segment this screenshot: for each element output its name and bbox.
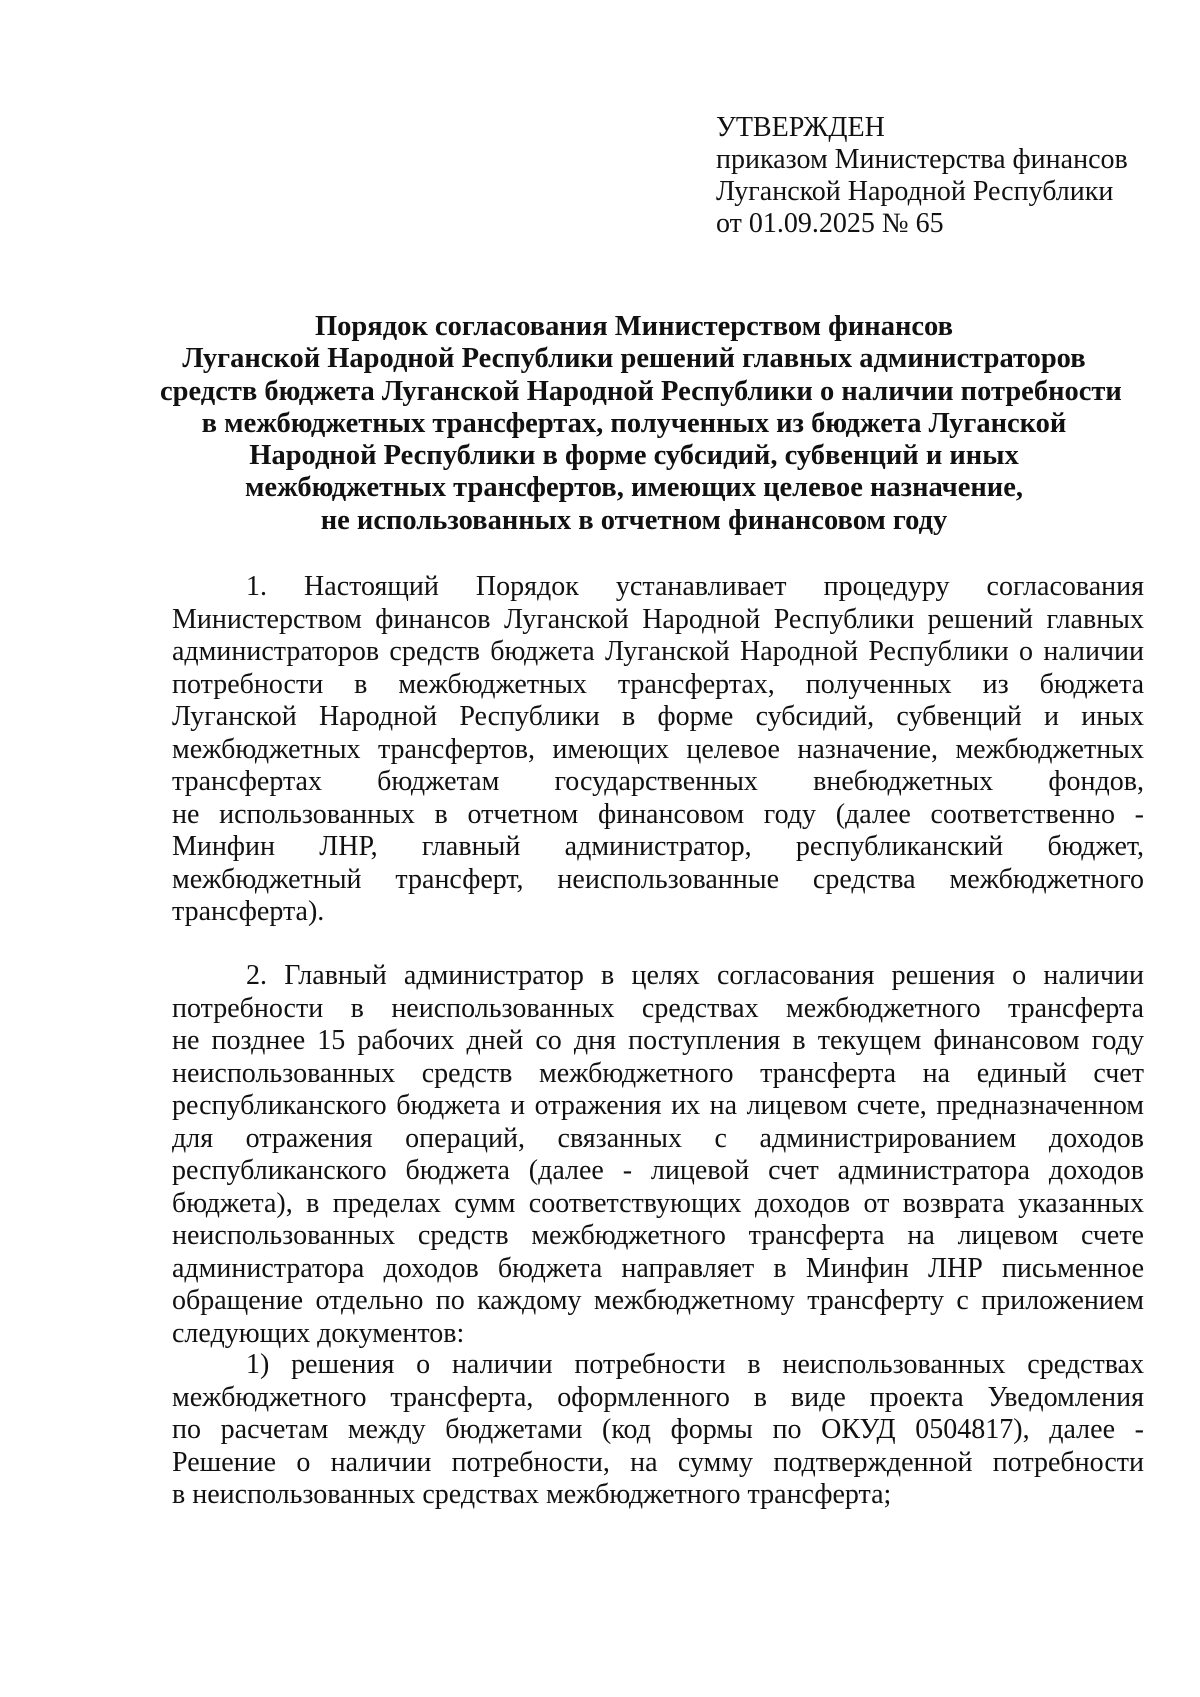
- paragraph-line: для отражения операций, связанных с администрированием доходов: [172, 1122, 1144, 1154]
- paragraph-line: не использованных в отчетном финансовом году (далее соответственно -: [172, 798, 1144, 830]
- paragraph-line: межбюджетных трансфертов, имеющих целевое назначение, межбюджетных: [172, 733, 1144, 765]
- paragraph-line: бюджета), в пределах сумм соответствующих доходов от возврата указанных: [172, 1187, 1144, 1219]
- paragraph-line: неиспользованных средств межбюджетного трансферта на лицевом счете: [172, 1220, 1144, 1251]
- title-line: Порядок согласования Министерством финансов: [315, 311, 953, 342]
- paragraph-line: неиспользованных средств межбюджетного трансферта на единый счет: [172, 1057, 1144, 1089]
- subitem-1: [172, 1349, 1144, 1512]
- title-line: средств бюджета Луганской Народной Республики о наличии потребности: [160, 375, 1122, 407]
- paragraph-line: Решение о наличии потребности, на сумму подтвержденной потребности: [172, 1446, 1144, 1478]
- paragraph-line: трансферта).: [172, 896, 325, 927]
- title-line: Луганской Народной Республики решений главных администраторов: [182, 343, 1086, 375]
- paragraph-line: обращение отдельно по каждому межбюджетному трансферту с приложением: [172, 1285, 1144, 1316]
- title-line: межбюджетных трансфертов, имеющих целевое назначение,: [245, 472, 1023, 504]
- document-title: [160, 311, 1122, 537]
- paragraph-line: межбюджетный трансферт, неиспользованные средства межбюджетного: [172, 863, 1144, 895]
- title-line: не использованных в отчетном финансовом году: [320, 504, 948, 536]
- paragraph-2: [172, 960, 1144, 1350]
- paragraph-line: следующих документов:: [172, 1317, 465, 1349]
- paragraph-line: администраторов средств бюджета Луганской Народной Республики о наличии: [172, 636, 1144, 667]
- paragraph-line: 2. Главный администратор в целях согласования решения о наличии: [246, 960, 1144, 991]
- approval-date-number: от 01.09.2025 № 65: [716, 208, 944, 239]
- paragraph-line: Минфин ЛНР, главный администратор, республиканский бюджет,: [172, 831, 1144, 862]
- title-line: Народной Республики в форме субсидий, субвенций и иных: [249, 440, 1019, 472]
- paragraph-line: администратора доходов бюджета направляет в Минфин ЛНР письменное: [172, 1252, 1144, 1284]
- paragraph-line: 1) решения о наличии потребности в неиспользованных средствах: [246, 1349, 1144, 1380]
- paragraph-line: потребности в межбюджетных трансфертах, полученных из бюджета: [172, 668, 1144, 700]
- paragraph-line: по расчетам между бюджетами (код формы по ОКУД 0504817), далее -: [172, 1414, 1144, 1445]
- approval-order-line: приказом Министерства финансов: [716, 144, 1128, 175]
- paragraph-line: 1. Настоящий Порядок устанавливает процедуру согласования: [246, 571, 1144, 602]
- paragraph-1: [172, 571, 1144, 929]
- paragraph-line: не позднее 15 рабочих дней со дня поступления в текущем финансовом году: [172, 1025, 1144, 1056]
- paragraph-line: трансфертах бюджетам государственных внебюджетных фондов,: [172, 766, 1144, 797]
- paragraph-line: республиканского бюджета и отражения их на лицевом счете, предназначенном: [172, 1090, 1144, 1121]
- paragraph-line: в неиспользованных средствах межбюджетного трансферта;: [172, 1479, 892, 1510]
- approval-heading: УТВЕРЖДЕН: [716, 112, 885, 143]
- paragraph-line: республиканского бюджета (далее - лицевой счет администратора доходов: [172, 1155, 1144, 1186]
- approval-republic-line: Луганской Народной Республики: [716, 176, 1114, 207]
- paragraph-line: потребности в неиспользованных средствах межбюджетного трансферта: [172, 992, 1144, 1024]
- paragraph-line: Министерством финансов Луганской Народной Республики решений главных: [172, 603, 1144, 635]
- title-line: в межбюджетных трансфертах, полученных из бюджета Луганской: [201, 407, 1067, 439]
- approval-stamp: [716, 112, 1176, 240]
- paragraph-line: Луганской Народной Республики в форме субсидий, субвенций и иных: [172, 701, 1144, 732]
- paragraph-line: межбюджетного трансферта, оформленного в виде проекта Уведомления: [172, 1381, 1144, 1413]
